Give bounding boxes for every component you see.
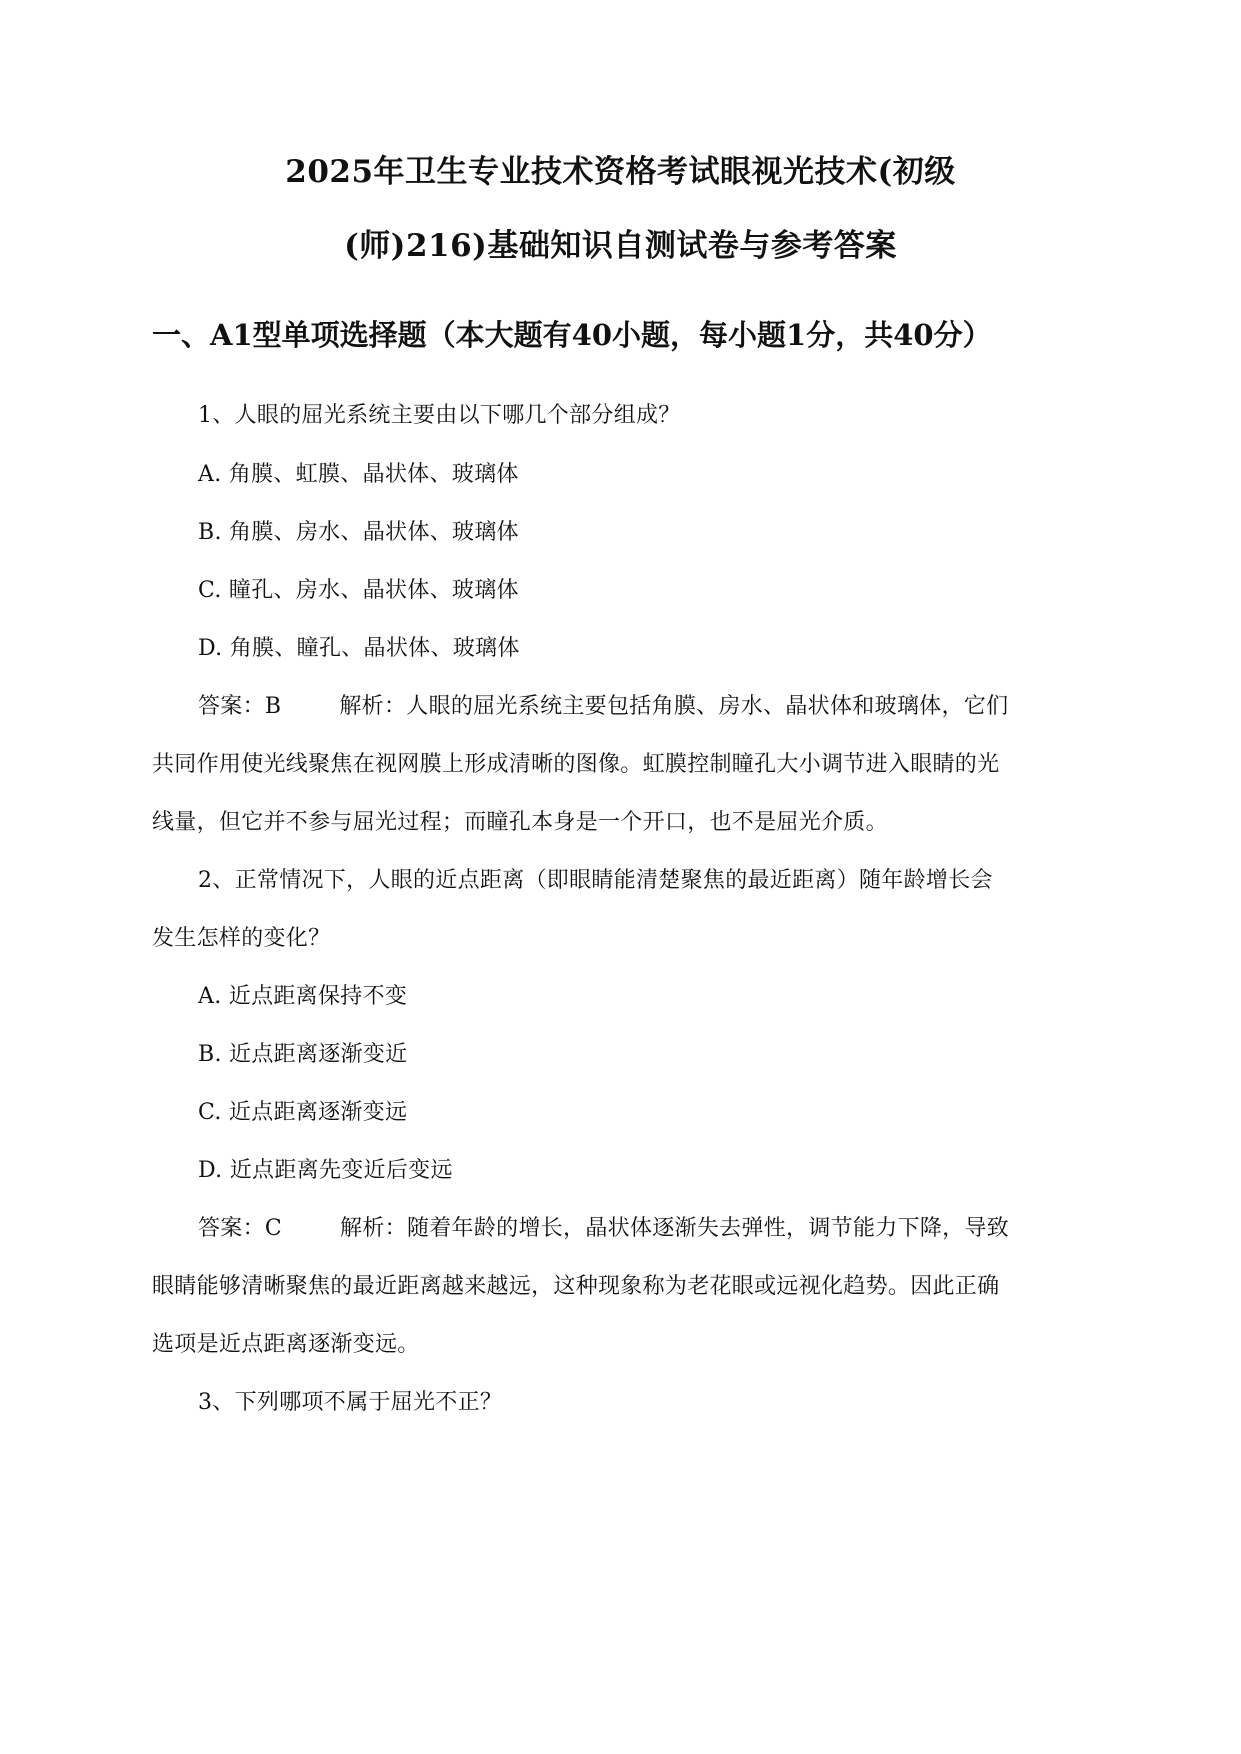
question-2-answer-line — [198, 1211, 1009, 1242]
question-2-option-d: D. 近点距离先变近后变远 — [198, 1158, 453, 1183]
question-1-analysis-line-3: 线量，但它并不参与屈光过程；而瞳孔本身是一个开口，也不是屈光介质。 — [152, 810, 888, 835]
question-2-answer: 答案：C — [198, 1216, 283, 1241]
question-1-option-d: D. 角膜、瞳孔、晶状体、玻璃体 — [198, 636, 520, 661]
question-3-stem: 3、下列哪项不属于屈光不正？ — [198, 1390, 503, 1415]
question-1-answer: 答案：B — [198, 694, 282, 719]
section-heading: 一、A1型单项选择题（本大题有40小题，每小题1分，共40分） — [152, 318, 992, 352]
question-2-analysis-line-1: 解析：随着年龄的增长，晶状体逐渐失去弹性，调节能力下降，导致 — [340, 1216, 1010, 1241]
question-1-answer-line — [198, 689, 1008, 720]
question-1-option-a: A. 角膜、虹膜、晶状体、玻璃体 — [198, 462, 519, 487]
question-1-option-b: B. 角膜、房水、晶状体、玻璃体 — [198, 520, 519, 545]
question-2-option-b: B. 近点距离逐渐变近 — [198, 1042, 408, 1067]
document-title-line-2: (师)216)基础知识自测试卷与参考答案 — [344, 228, 897, 264]
question-2-option-c: C. 近点距离逐渐变远 — [198, 1100, 408, 1125]
question-1-analysis-line-2: 共同作用使光线聚焦在视网膜上形成清晰的图像。虹膜控制瞳孔大小调节进入眼睛的光 — [152, 752, 1000, 777]
question-1-option-c: C. 瞳孔、房水、晶状体、玻璃体 — [198, 578, 519, 603]
question-2-stem-line-1: 2、正常情况下，人眼的近点距离（即眼睛能清楚聚焦的最近距离）随年龄增长会 — [198, 868, 993, 893]
document-title-line-1: 2025年卫生专业技术资格考试眼视光技术(初级 — [285, 154, 956, 190]
question-2-option-a: A. 近点距离保持不变 — [198, 984, 408, 1009]
question-1-stem: 1、人眼的屈光系统主要由以下哪几个部分组成？ — [198, 403, 681, 428]
question-2-stem-line-2: 发生怎样的变化？ — [152, 926, 331, 951]
question-2-analysis-line-3: 选项是近点距离逐渐变远。 — [152, 1332, 420, 1357]
question-1-analysis-line-1: 解析：人眼的屈光系统主要包括角膜、房水、晶状体和玻璃体，它们 — [339, 694, 1009, 719]
question-2-analysis-line-2: 眼睛能够清晰聚焦的最近距离越来越远，这种现象称为老花眼或远视化趋势。因此正确 — [152, 1274, 1000, 1299]
